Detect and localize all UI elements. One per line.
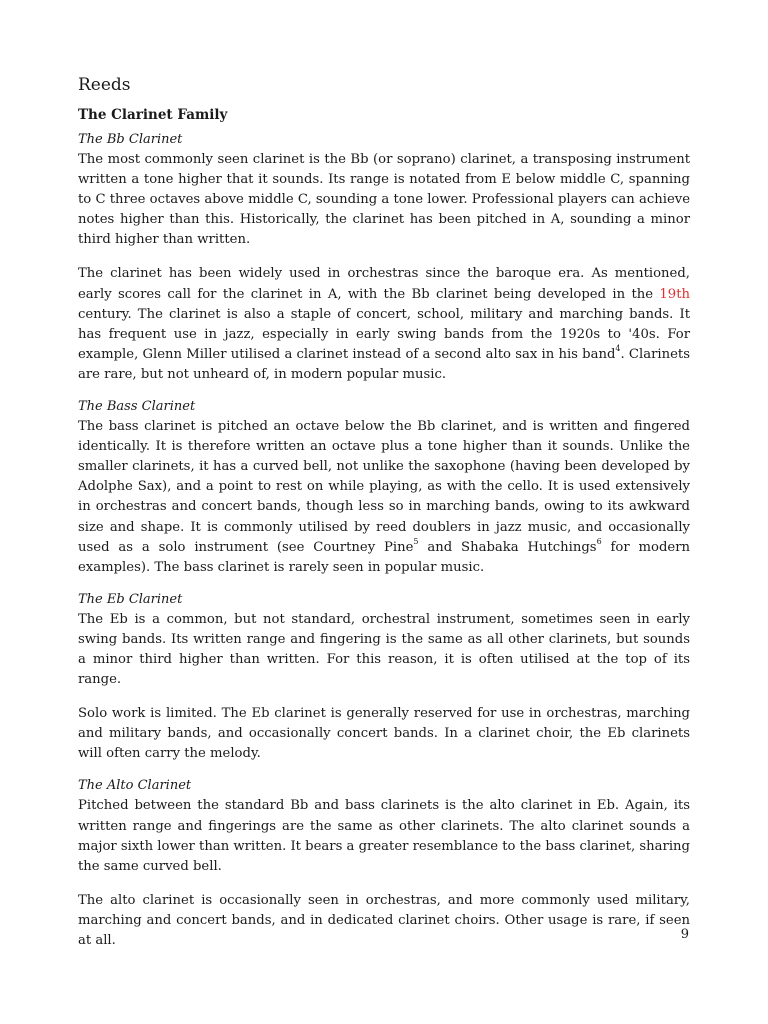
footnote-marker: 4 [615,344,621,354]
text-run: for modern examples). The bass clarinet is rarely seen in popular music. [78,539,691,575]
text-run: century. The clarinet is also a staple of concert, school, military and marching bands. It has frequent use in jazz, especially in early swing bands from the 1920s to '40s. For example, Glenn Miller utilised a clarinet instead of a second alto sax in his band [78,306,690,362]
alto-clarinet-paragraph-2: The alto clarinet is occasionally seen in orchestras, and more commonly used military, marching and concert bands, and in dedicated clarinet choirs. Other usage is rare, if seen at all. [78,892,690,948]
bb-clarinet-paragraph-1: The most commonly seen clarinet is the Bb (or soprano) clarinet, a transposing instrument written a tone higher that it sounds. Its range is notated from E below middle C, spanning to C three octaves above middle C, sounding a tone lower. Professional players can achieve notes higher than this. Historically, the clarinet has been pitched in A, sounding a minor third higher than written. [78,152,690,248]
eb-clarinet-title: The Eb Clarinet [78,591,183,607]
eb-clarinet-paragraph-1: The Eb is a common, but not standard, orchestral instrument, sometimes seen in early swing bands. Its written range and fingering is the same as all other clarinets, but sounds a minor third higher than written. For this reason, it is often utilised at the top of its range. [78,611,690,688]
subsection-heading: The Clarinet Family [78,107,228,123]
bb-clarinet-title: The Bb Clarinet [78,132,183,147]
bb-clarinet-paragraph-2 [78,264,690,385]
bb-clarinet-section [78,130,690,385]
highlighted-text: 19th [659,286,690,302]
bass-clarinet-section [78,397,690,578]
text-run: . Clarinets are rare, but not unheard of, in modern popular music. [78,346,690,382]
alto-clarinet-paragraph-1: Pitched between the standard Bb and bass clarinets is the alto clarinet in Eb. Again, its written range and fingerings are the same as other clarinets. The alto clarinet sounds a major sixth lower than written. It bears a greater resemblance to the bass clarinet, sharing the same curved bell. [78,798,690,874]
eb-clarinet-section [78,590,690,765]
document-page [78,74,690,951]
footnote-marker: 5 [413,537,419,547]
alto-clarinet-section [78,776,690,951]
eb-clarinet-paragraph-2: Solo work is limited. The Eb clarinet is generally reserved for use in orchestras, marching and military bands, and occasionally concert bands. In a clarinet choir, the Eb clarinets will often carry the melody. [78,706,690,762]
page-number: 9 [680,927,689,942]
section-heading: Reeds [78,75,131,95]
alto-clarinet-title: The Alto Clarinet [78,778,192,794]
bass-clarinet-paragraph-1 [78,417,690,578]
footnote-marker: 6 [596,537,602,547]
text-run: and Shabaka Hutchings [418,539,597,555]
text-run: The clarinet has been widely used in orchestras since the baroque era. As mentioned, early scores call for the clarinet in A, with the Bb clarinet being developed in the [78,266,690,302]
text-run: The bass clarinet is pitched an octave below the Bb clarinet, and is written and fingered identically. It is therefore written an octave plus a tone higher than it sounds. Unlike the smaller clarinets, it has a curved bell, not unlike the saxophone (having been developed by Adolphe Sax), and a point to rest on while playing, as with the cello. It is used extensively in orchestras and concert bands, though less so in marching bands, owing to its awkward size and shape. It is commonly utilised by reed doublers in jazz music, and occasionally used as a solo instrument (see Courtney Pine [78,419,690,555]
bass-clarinet-title: The Bass Clarinet [78,399,196,415]
